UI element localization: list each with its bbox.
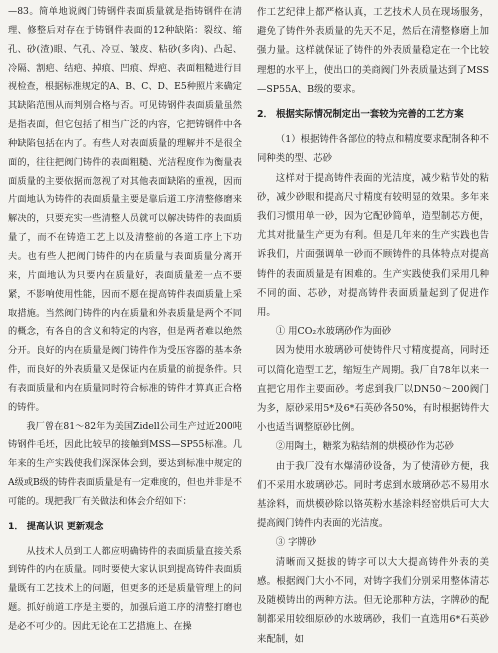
body-paragraph: 因为使用水玻璃砂可使铸件尺寸精度提高，同时还可以简化造型工艺，缩短生产周期。我厂自78年以来一直把它用作主要面砂。考虑到我厂以DN50～200阀门为多，原砂采用5*及6*石英砂各50%，有时根据铸件大小也适当调整原砂比例。 [257, 345, 489, 434]
section-heading: 2． 根据实际情况制定出一套较为完善的工艺方案 [257, 109, 464, 121]
body-paragraph: ③ 字牌砂 [275, 537, 317, 549]
body-paragraph: （1）根据铸件各部位的特点和精度要求配制各种不同种类的型、芯砂 [257, 134, 489, 165]
body-paragraph: ②用陶土，糖浆为粘结剂的烘模砂作为芯砂 [275, 441, 454, 453]
body-paragraph: 由于我厂没有水爆清砂设备，为了使清砂方便，我们不采用水玻璃砂芯。同时考虑到水玻璃砂芯不易用水基涂料，而烘模砂除以铬英粉水基涂料经窑烘后可大大提高阀门铸件内表面的光洁度。 [257, 460, 489, 530]
left-column [8, 3, 242, 637]
body-paragraph: 我厂曾在81～82年为美国Zidell公司生产过近200吨铸钢件毛坯，因此比较早的接触到MSS—SP55标准。几年来的生产实践使我们深深体会到，要达到标准中规定的A级或B级的铸件表面质量是有一定难度的，但也并非是不可能的。现把我厂有关做法和体会介绍如下： [8, 420, 242, 507]
section-heading: 1． 提高认识 更新观念 [8, 520, 104, 532]
body-paragraph: 这样对于提高铸件表面的光洁度，减少粘节处的粘砂，减少砂眼和提高尺寸精度有较明显的效果。多年来我们习惯用单一砂，因为它配砂简单，造型制芯方便，尤其对批量生产更为有利。但是几年来的生产实践也告诉我们，片面强调单一砂而不顾铸件的具体特点对提高铸件的表面质量是有困难的。生产实践使我们采用几种不同的面、芯砂，对提高铸件表面质量起到了促进作用。 [257, 172, 489, 319]
body-paragraph: 清晰而又挺拔的铸字可以大大提高铸件外表的美感。根据阀门大小不同，对铸字我们分别采用整体清芯及随模铸出的两种方法。但无论那种方法，字牌砂的配制都采用较细原砂的水玻璃砂，我们一直选用6*石英砂来配制，如 [257, 556, 489, 645]
right-column [257, 3, 489, 649]
body-paragraph: ① 用CO₂水玻璃砂作为面砂 [275, 326, 392, 338]
body-paragraph: 作工艺纪律上都严格认真，工艺技术人员在现场服务，避免了铸件外表质量的先天不足，然后在清整修磨上加强力量。这样就保证了铸件的外表质量稳定在一个比较理想的水平上，使出口的美商阀门外表质量达到了MSS—SP55A、B级的要求。 [257, 7, 489, 95]
body-paragraph: 从技术人员到工人都应明确铸件的表面质量直接关系到铸件的内在质量。同时要使大家认识到提高铸件表面质量既有工艺技术上的问题，但更多的还是质量管理上的问题。抓好前道工序是主要的，加强后道工序的清整打磨也是必不可少的。因此无论在工艺措施上、在操 [8, 545, 242, 632]
body-paragraph: —83。简单地说阀门铸钢件表面质量就是指铸钢件在清理、修整后对存在于铸钢件表面的12种缺陷：裂纹、缩孔、砂(渣)眼、气孔、冷豆、皱皮、粘砂(多肉)、凸起、冷隔、割疤、结疤、掉痕、凹痕、焊疤、表面粗糙进行目视检查，根据标准规定的A、B、C、D、E5种照片来确定其缺陷范围从而判别合格与否。可见铸钢件表面质量虽然是指表面，但它包括了相当广泛的内容，它把铸钢件中各种缺陷包括在内了。有些人对表面质量的理解并不是很全面的，往往把阀门铸件的表面粗糙、光洁程度作为衡量表面质量的主要依据而忽视了对其他表面缺陷的重视，因而片面地认为铸件的表面质量主要是靠后道工序清整修磨来解决的，只要充实一些清整人员就可以解决铸件的表面质量了，而不在铸造工艺上以及清整前的各道工序上下功夫。也有些人把阀门铸件的内在质量与表面质量分离开来，片面地认为只要内在质量好，表面质量差一点不要紧，不影响使用性能，因而不愿在提高铸件表面质量上采取措施。当然阀门铸件的内在质量和外表质量是两个不同的概念，有各自的含义和特定的内容，但是两者难以绝然分开。良好的内在质量是阀门铸件作为受压容器的基本条件，而良好的外表质量又是保证内在质量的前提条件。只有表面质量和内在质量同时符合标准的铸件才算真正合格的铸件。 [8, 6, 242, 413]
